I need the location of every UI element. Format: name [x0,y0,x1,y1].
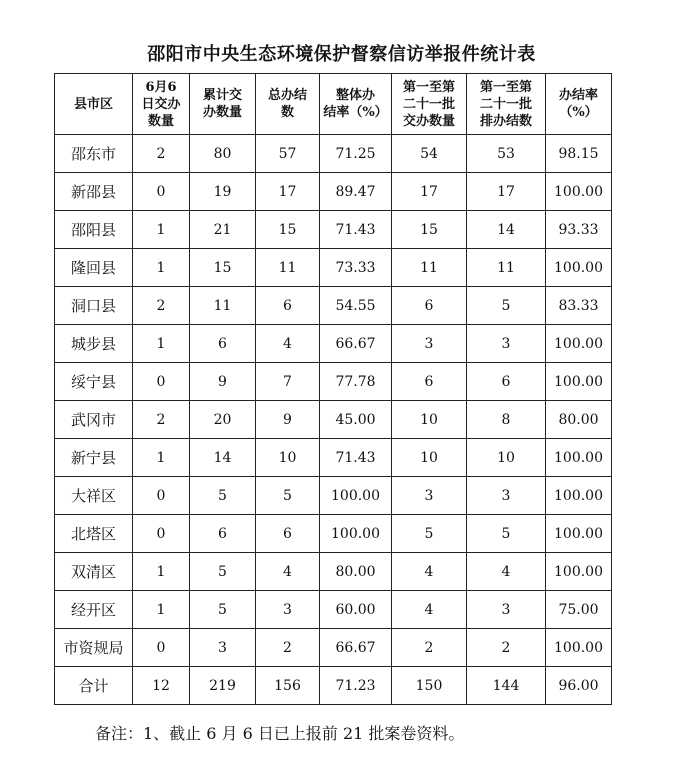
value-cell: 21 [190,211,256,249]
district-name-cell: 武冈市 [55,401,133,439]
value-cell: 45.00 [320,401,392,439]
column-header-line: （%） [559,105,598,120]
district-name-cell: 邵阳县 [55,211,133,249]
value-cell: 93.33 [546,211,612,249]
table-row [55,401,612,439]
value-cell: 1 [133,249,190,287]
value-cell: 2 [392,629,467,667]
value-cell: 12 [133,667,190,705]
table-row [55,363,612,401]
value-cell: 20 [190,401,256,439]
value-cell: 100.00 [546,515,612,553]
value-cell: 80.00 [320,553,392,591]
district-name-cell: 新邵县 [55,173,133,211]
value-cell: 71.23 [320,667,392,705]
value-cell: 83.33 [546,287,612,325]
column-header [190,74,256,135]
value-cell: 9 [256,401,320,439]
value-cell: 19 [190,173,256,211]
value-cell: 89.47 [320,173,392,211]
table-row [55,325,612,363]
value-cell: 60.00 [320,591,392,629]
value-cell: 219 [190,667,256,705]
value-cell: 5 [467,287,546,325]
value-cell: 100.00 [546,325,612,363]
value-cell: 1 [133,553,190,591]
value-cell: 3 [467,591,546,629]
column-header [256,74,320,135]
value-cell: 5 [467,515,546,553]
value-cell: 3 [392,477,467,515]
value-cell: 14 [190,439,256,477]
value-cell: 11 [256,249,320,287]
value-cell: 100.00 [546,439,612,477]
value-cell: 1 [133,591,190,629]
value-cell: 66.67 [320,629,392,667]
district-name-cell: 双清区 [55,553,133,591]
value-cell: 1 [133,325,190,363]
value-cell: 156 [256,667,320,705]
district-name-cell: 隆回县 [55,249,133,287]
value-cell: 3 [256,591,320,629]
value-cell: 17 [467,173,546,211]
statistics-table [54,73,612,705]
value-cell: 100.00 [546,363,612,401]
value-cell: 5 [256,477,320,515]
district-name-cell: 绥宁县 [55,363,133,401]
table-title: 邵阳市中央生态环境保护督察信访举报件统计表 [147,44,536,65]
value-cell: 11 [392,249,467,287]
table-body [55,135,612,705]
value-cell: 0 [133,515,190,553]
value-cell: 3 [467,477,546,515]
table-row [55,249,612,287]
table-row [55,477,612,515]
value-cell: 4 [256,325,320,363]
value-cell: 0 [133,629,190,667]
column-header-line: 整体办 [335,88,375,103]
value-cell: 0 [133,363,190,401]
column-header-line: 数 [280,105,294,120]
value-cell: 4 [467,553,546,591]
district-name-cell: 新宁县 [55,439,133,477]
value-cell: 100.00 [546,477,612,515]
value-cell: 14 [467,211,546,249]
column-header-line: 第一至第 [479,79,532,95]
value-cell: 0 [133,173,190,211]
table-row [55,173,612,211]
value-cell: 5 [392,515,467,553]
district-name-cell: 城步县 [55,325,133,363]
value-cell: 6 [256,515,320,553]
value-cell: 53 [467,135,546,173]
district-name-cell: 邵东市 [55,135,133,173]
district-name-cell: 洞口县 [55,287,133,325]
table-row [55,439,612,477]
column-header [133,74,190,135]
value-cell: 6 [392,287,467,325]
column-header-line: 办数量 [202,105,242,120]
value-cell: 75.00 [546,591,612,629]
column-header-line: 结率（%） [323,105,388,120]
value-cell: 100.00 [320,515,392,553]
column-header-line: 办结率 [558,88,598,103]
column-header-line: 数量 [147,113,174,129]
district-name-cell: 大祥区 [55,477,133,515]
value-cell: 4 [392,591,467,629]
value-cell: 11 [190,287,256,325]
footnote: 备注：1、截止 6 月 6 日已上报前 21 批案卷资料。 [95,724,465,743]
value-cell: 100.00 [546,553,612,591]
column-header-line: 总办结 [267,88,307,103]
value-cell: 2 [133,401,190,439]
value-cell: 10 [256,439,320,477]
value-cell: 5 [190,477,256,515]
value-cell: 2 [256,629,320,667]
column-header [320,74,392,135]
column-header-line: 6月6 [145,79,177,95]
value-cell: 5 [190,553,256,591]
table-row [55,591,612,629]
table-row [55,211,612,249]
value-cell: 54.55 [320,287,392,325]
total-row [55,667,612,705]
table-row [55,553,612,591]
value-cell: 9 [190,363,256,401]
value-cell: 80.00 [546,401,612,439]
column-header [55,74,133,135]
value-cell: 100.00 [546,629,612,667]
table-row [55,629,612,667]
value-cell: 10 [392,439,467,477]
column-header-line: 第一至第 [402,79,455,95]
district-name-cell: 经开区 [55,591,133,629]
value-cell: 7 [256,363,320,401]
value-cell: 17 [392,173,467,211]
value-cell: 71.43 [320,211,392,249]
value-cell: 5 [190,591,256,629]
column-header [392,74,467,135]
column-header-line: 排办结数 [479,113,532,129]
value-cell: 1 [133,211,190,249]
value-cell: 57 [256,135,320,173]
value-cell: 71.43 [320,439,392,477]
value-cell: 144 [467,667,546,705]
value-cell: 100.00 [320,477,392,515]
column-header-line: 二十一批 [479,96,532,112]
value-cell: 6 [190,515,256,553]
value-cell: 10 [392,401,467,439]
table-header-row [55,74,612,135]
value-cell: 100.00 [546,173,612,211]
table-row [55,515,612,553]
value-cell: 54 [392,135,467,173]
value-cell: 8 [467,401,546,439]
value-cell: 15 [256,211,320,249]
value-cell: 2 [133,135,190,173]
value-cell: 0 [133,477,190,515]
value-cell: 4 [256,553,320,591]
district-name-cell: 市资规局 [55,629,133,667]
value-cell: 3 [190,629,256,667]
column-header-line: 二十一批 [402,96,455,112]
column-header-line: 日交办 [141,96,181,112]
district-name-cell: 合计 [55,667,133,705]
value-cell: 6 [467,363,546,401]
value-cell: 80 [190,135,256,173]
column-header-line: 交办数量 [402,113,455,129]
value-cell: 98.15 [546,135,612,173]
value-cell: 4 [392,553,467,591]
value-cell: 73.33 [320,249,392,287]
value-cell: 15 [190,249,256,287]
column-header [546,74,612,135]
table-row [55,135,612,173]
value-cell: 3 [392,325,467,363]
value-cell: 77.78 [320,363,392,401]
value-cell: 10 [467,439,546,477]
value-cell: 71.25 [320,135,392,173]
column-header-line: 累计交 [202,88,242,103]
value-cell: 6 [392,363,467,401]
value-cell: 96.00 [546,667,612,705]
value-cell: 17 [256,173,320,211]
district-name-cell: 北塔区 [55,515,133,553]
value-cell: 66.67 [320,325,392,363]
column-header-line: 县市区 [73,96,113,112]
value-cell: 100.00 [546,249,612,287]
value-cell: 11 [467,249,546,287]
value-cell: 150 [392,667,467,705]
value-cell: 2 [133,287,190,325]
value-cell: 6 [190,325,256,363]
value-cell: 1 [133,439,190,477]
column-header [467,74,546,135]
value-cell: 3 [467,325,546,363]
table-row [55,287,612,325]
value-cell: 15 [392,211,467,249]
value-cell: 2 [467,629,546,667]
value-cell: 6 [256,287,320,325]
